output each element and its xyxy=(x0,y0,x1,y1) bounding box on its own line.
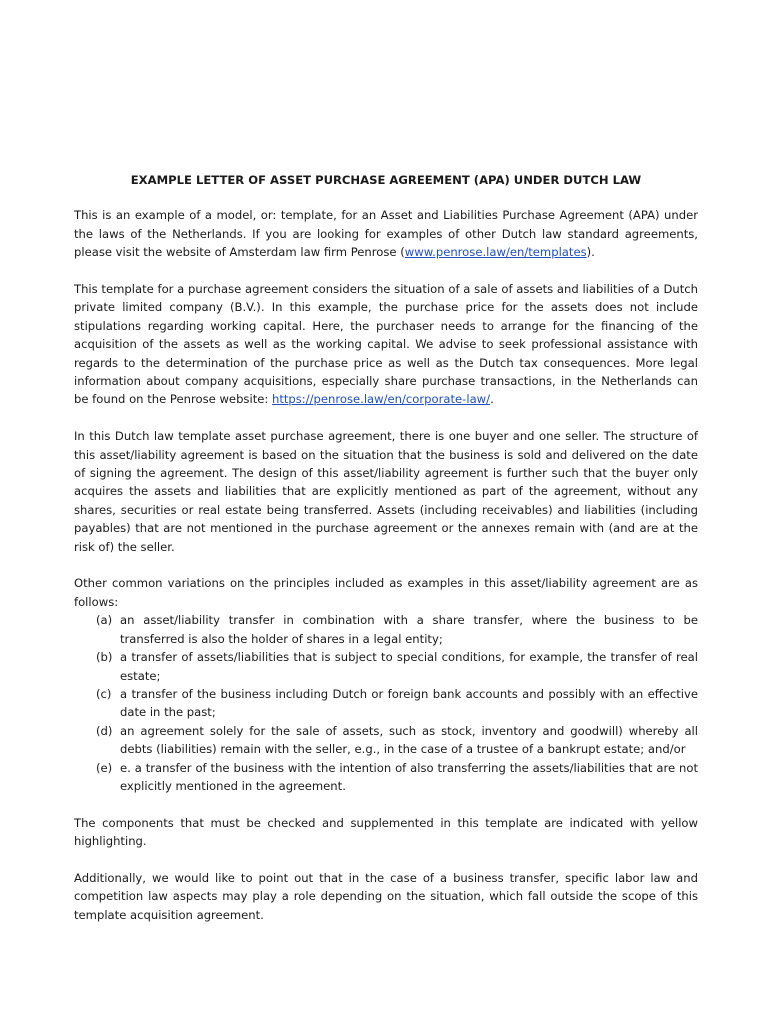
list-item xyxy=(74,759,698,796)
list-item xyxy=(74,648,698,685)
templates-link[interactable]: www.penrose.law/en/templates xyxy=(404,245,587,260)
document-title: EXAMPLE LETTER OF ASSET PURCHASE AGREEMENT (APA) UNDER DUTCH LAW xyxy=(130,173,642,187)
document-page xyxy=(74,171,698,943)
structure-paragraph: In this Dutch law template asset purchase agreement, there is one buyer and one seller. The structure of this asset/liability agreement is based on the situation that the business is sold and delivered on the date of signing the agreement. The design of this asset/liability agreement is further such that the buyer only acquires the assets and liabilities that are explicitly mentioned as part of the agreement, without any shares, securities or real estate being transferred. Assets (including receivables) and liabilities (including payables) that are not mentioned in the purchase agreement or the annexes remain with (and are at the risk of) the seller. xyxy=(74,429,698,554)
list-marker: (b) xyxy=(96,650,113,665)
list-marker: (a) xyxy=(96,613,113,628)
intro-text: This is an example of a model, or: template, for an Asset and Liabilities Purchase Agreement (APA) under the laws of the Netherlands. If you are looking for examples of other Dutch law standard agreements, please visit the website of Amsterdam law firm Penrose ( xyxy=(74,208,698,260)
list-item xyxy=(74,722,698,759)
list-item-text: an asset/liability transfer in combination with a share transfer, where the business to be transferred is also the holder of shares in a legal entity; xyxy=(120,613,698,646)
intro-text-end: ). xyxy=(586,245,595,260)
list-marker: (e) xyxy=(96,760,113,775)
list-item-text: a transfer of the business including Dutch or foreign bank accounts and possibly with an effective date in the past; xyxy=(120,686,698,720)
template-text-end: . xyxy=(490,392,494,407)
additional-paragraph: Additionally, we would like to point out that in the case of a business transfer, specific labor law and competition law aspects may play a role depending on the situation, which fall outside the scope of this template acquisition agreement. xyxy=(74,870,698,922)
list-item-text: an agreement solely for the sale of assets, such as stock, inventory and goodwill) whereby all debts (liabilities) remain with the seller, e.g., in the case of a trustee of a bankrupt estate; and/or xyxy=(120,723,698,757)
intro-paragraph xyxy=(74,206,698,261)
highlighting-paragraph: The components that must be checked and supplemented in this template are indicated with yellow highlighting. xyxy=(74,815,698,849)
list-item-text: a transfer of assets/liabilities that is subject to special conditions, for example, the transfer of real estate; xyxy=(120,650,698,683)
template-paragraph xyxy=(74,280,698,409)
variations-intro: Other common variations on the principles included as examples in this asset/liability agreement are as follows: xyxy=(74,576,698,609)
variations-list xyxy=(74,611,698,795)
list-marker: (c) xyxy=(96,686,112,701)
list-item xyxy=(74,685,698,722)
list-marker: (d) xyxy=(96,723,113,738)
template-text: This template for a purchase agreement considers the situation of a sale of assets and liabilities of a Dutch private limited company (B.V.). In this example, the purchase price for the assets does not include stipulations regarding working capital. Here, the purchaser needs to arrange for the financing of the acquisition of the assets as well as the working capital. We advise to seek professional assistance with regards to the determination of the purchase price as well as the Dutch tax consequences. More legal information about company acquisitions, especially share purchase transactions, in the Netherlands can be found on the Penrose website: xyxy=(74,282,698,407)
corporate-law-link[interactable]: https://penrose.law/en/corporate-law/ xyxy=(271,392,491,407)
list-item xyxy=(74,611,698,648)
list-item-text: e. a transfer of the business with the intention of also transferring the assets/liabilities that are not explicitly mentioned in the agreement. xyxy=(120,760,698,793)
